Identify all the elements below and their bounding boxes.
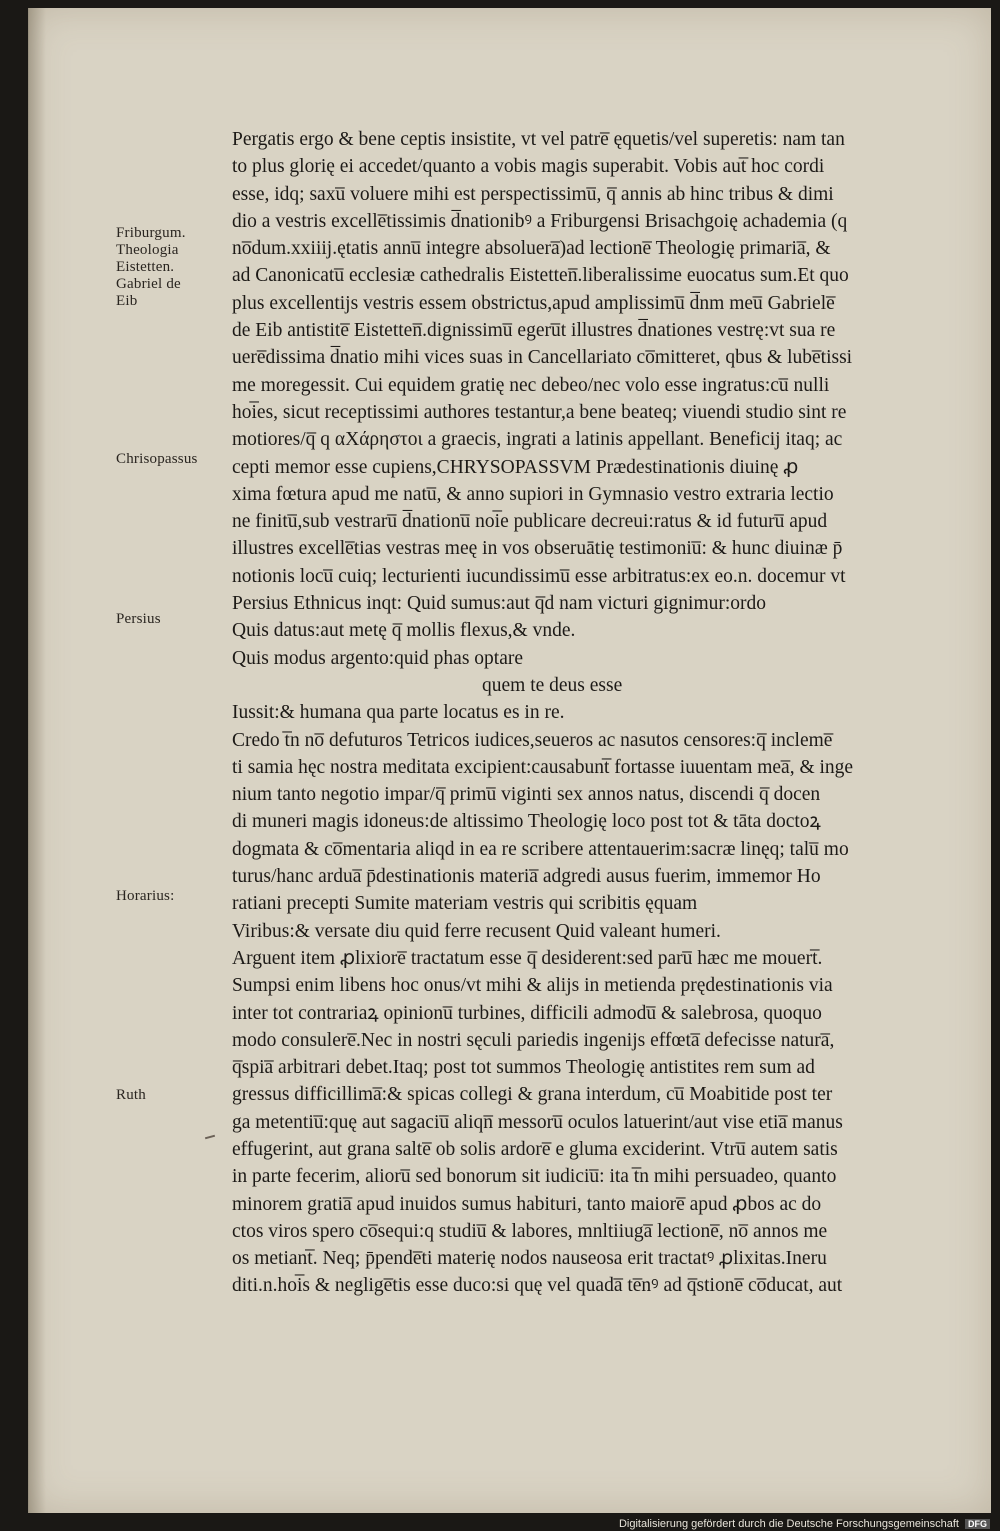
text-line: ga metentiu̅:quę aut sagaciu̅ aliqn̅ messoru̅ oculos latuerint/aut vise etia̅ manus bbox=[232, 1111, 843, 1133]
text-line: Arguent item ꝓlixiore̅ tractatum esse q̅ desiderent:sed paru̅ hæc me mouert̅. bbox=[232, 947, 823, 969]
marginal-line: Friburgum. bbox=[116, 225, 186, 241]
text-line: xima fœtura apud me natu̅, & anno supiori in Gymnasio vestro extraria lectio bbox=[232, 483, 834, 505]
main-text-block bbox=[232, 126, 952, 1300]
digitization-footer bbox=[600, 1518, 990, 1530]
text-line: Sumpsi enim libens hoc onus/vt mihi & alijs in metienda prędestinationis via bbox=[232, 975, 833, 997]
text-line: os metiant̅. Neq; p̄pende̅ti materię nodos nauseosa erit tractatꝰ ꝓlixitas.Ineru bbox=[232, 1248, 827, 1270]
marginal-note-persius: Persius bbox=[116, 611, 161, 627]
text-line: Quis datus:aut metę q̅ mollis flexus,& vnde. bbox=[232, 620, 576, 642]
dfg-logo-icon: DFG bbox=[965, 1519, 990, 1529]
text-line: plus excellentijs vestris essem obstrictus,apud amplissimu̅ d̅nm meu̅ Gabriele̅ bbox=[232, 292, 835, 314]
marginal-line: Theologia bbox=[116, 242, 179, 258]
text-line: diti.n.hoi̅s & neglige̅tis esse duco:si quę vel quada̅ te̅nꝰ ad q̅stione̅ co̅ducat, aut bbox=[232, 1275, 843, 1297]
text-line: ti samia hęc nostra meditata excipient:causabunt̅ fortasse iuuentam mea̅, & inge bbox=[232, 756, 854, 778]
text-line: modo consulere̅.Nec in nostri sęculi pariedis ingenijs effœta̅ defecisse natura̅, bbox=[232, 1029, 835, 1051]
marginal-line: Gabriel de bbox=[116, 276, 181, 292]
text-line: Credo t̅n no̅ defuturos Tetricos iudices,seueros ac nasutos censores:q̅ incleme̅ bbox=[232, 729, 833, 751]
text-line: cepti memor esse cupiens,CHRYSOPASSVM Prædestinationis diuinę ꝓ bbox=[232, 456, 799, 478]
marginal-line: Eistetten. bbox=[116, 259, 175, 275]
footer-text: Digitalisierung gefördert durch die Deutsche Forschungsgemeinschaft bbox=[618, 1518, 959, 1530]
text-line: uere̅dissima d̅natio mihi vices suas in Cancellariato co̅mitteret, qbus & lube̅tissi bbox=[232, 347, 853, 369]
text-line: hoi̅es, sicut receptissimi authores testantur,a bene beateq; viuendi studio sint re bbox=[232, 401, 847, 423]
text-line: motiores/q̅ q αΧάρηστοι a graecis, ingrati a latinis appellant. Beneficij itaq; ac bbox=[232, 429, 843, 451]
text-line: ctos viros spero co̅sequi:q studiu̅ & labores, mnltiiuga̅ lectione̅, no̅ annos me bbox=[232, 1220, 828, 1242]
text-line: gressus difficillima̅:& spicas collegi & grana interdum, cu̅ Moabitide post ter bbox=[232, 1084, 833, 1106]
text-line: Viribus:& versate diu quid ferre recusent Quid valeant humeri. bbox=[232, 920, 721, 942]
text-line: no̅dum.xxiiij.ętatis annu̅ integre absoluera̅)ad lectione̅ Theologię primaria̅, & bbox=[232, 238, 831, 260]
text-line: nium tanto negotio impar/q̅ primu̅ viginti sex annos natus, discendi q̅ docen bbox=[232, 784, 821, 806]
marginal-line: Eib bbox=[116, 293, 138, 309]
text-line: ratiani precepti Sumite materiam vestris qui scribitis ęquam bbox=[232, 893, 698, 915]
text-line: notionis locu̅ cuiq; lecturienti iucundissimu̅ esse arbitratus:ex eo.n. docemur vt bbox=[232, 565, 846, 587]
page-gutter-shadow bbox=[28, 8, 46, 1513]
text-line: inter tot contrariaꝝ opinionu̅ turbines, difficili admodu̅ & salebrosa, quoquo bbox=[232, 1002, 822, 1024]
text-line: to plus glorię ei accedet/quanto a vobis magis superabit. Vobis aut̅ hoc cordi bbox=[232, 156, 825, 178]
text-line: dogmata & co̅mentaria aliqd in ea re scribere attentauerim:sacræ linęq; talu̅ mo bbox=[232, 838, 849, 860]
text-line: in parte fecerim, alioru̅ sed bonorum sit iudiciu̅: ita t̅n mihi persuadeo, quanto bbox=[232, 1166, 837, 1188]
text-line: turus/hanc ardua̅ p̄destinationis materia̅ adgredi ausus fuerim, immemor Ho bbox=[232, 866, 821, 888]
text-line: ne finitu̅,sub vestraru̅ d̅nationu̅ noi̅e publicare decreui:ratus & id futuru̅ apud bbox=[232, 511, 828, 533]
text-line: de Eib antistite̅ Eistetten̅.dignissimu̅ egeru̅t illustres d̅nationes vestrę:vt sua re bbox=[232, 320, 836, 342]
text-line: Persius Ethnicus inqt: Quid sumus:aut q̅d nam victuri gignimur:ordo bbox=[232, 593, 767, 615]
text-line: dio a vestris excelle̅tissimis d̅nationibꝰ a Friburgensi Brisachgoię achademia (q bbox=[232, 210, 848, 232]
marginal-note-ruth: Ruth bbox=[116, 1087, 146, 1103]
text-line: quem te deus esse bbox=[482, 674, 623, 696]
text-line: Pergatis ergo & bene ceptis insistite, vt vel patre̅ ęquetis/vel superetis: nam tan bbox=[232, 129, 845, 150]
text-line: effugerint, aut grana salte̅ ob solis ardore̅ e gluma exciderint. Vtru̅ autem satis bbox=[232, 1138, 838, 1160]
text-line: illustres excelle̅tias vestras meę in vos obseruātię testimoniu̅: & hunc diuinæ p̄ bbox=[232, 538, 843, 560]
text-line: di muneri magis idoneus:de altissimo Theologię loco post tot & tāta doctoꝝ bbox=[232, 811, 821, 833]
text-line: me moregessit. Cui equidem gratię nec debeo/nec volo esse ingratus:cu̅ nulli bbox=[232, 374, 830, 396]
text-line: esse, idq; saxu̅ voluere mihi est perspectissimu̅, q̅ annis ab hinc tribus & dimi bbox=[232, 183, 834, 205]
marginal-note-chrisopassus: Chrisopassus bbox=[116, 451, 198, 467]
marginal-note-friburgum bbox=[116, 225, 186, 310]
text-line: q̅spia̅ arbitrari debet.Itaq; post tot summos Theologię antistites rem sum ad bbox=[232, 1057, 815, 1079]
text-line: minorem gratia̅ apud inuidos sumus habituri, tanto maiore̅ apud ꝓbos ac do bbox=[232, 1193, 822, 1215]
marginal-note-horarius: Horarius: bbox=[116, 888, 175, 904]
text-line: Iussit:& humana qua parte locatus es in re. bbox=[232, 702, 565, 724]
text-line: Quis modus argento:quid phas optare bbox=[232, 647, 524, 669]
text-line: ad Canonicatu̅ ecclesiæ cathedralis Eistetten̅.liberalissime euocatus sum.Et quo bbox=[232, 265, 849, 287]
